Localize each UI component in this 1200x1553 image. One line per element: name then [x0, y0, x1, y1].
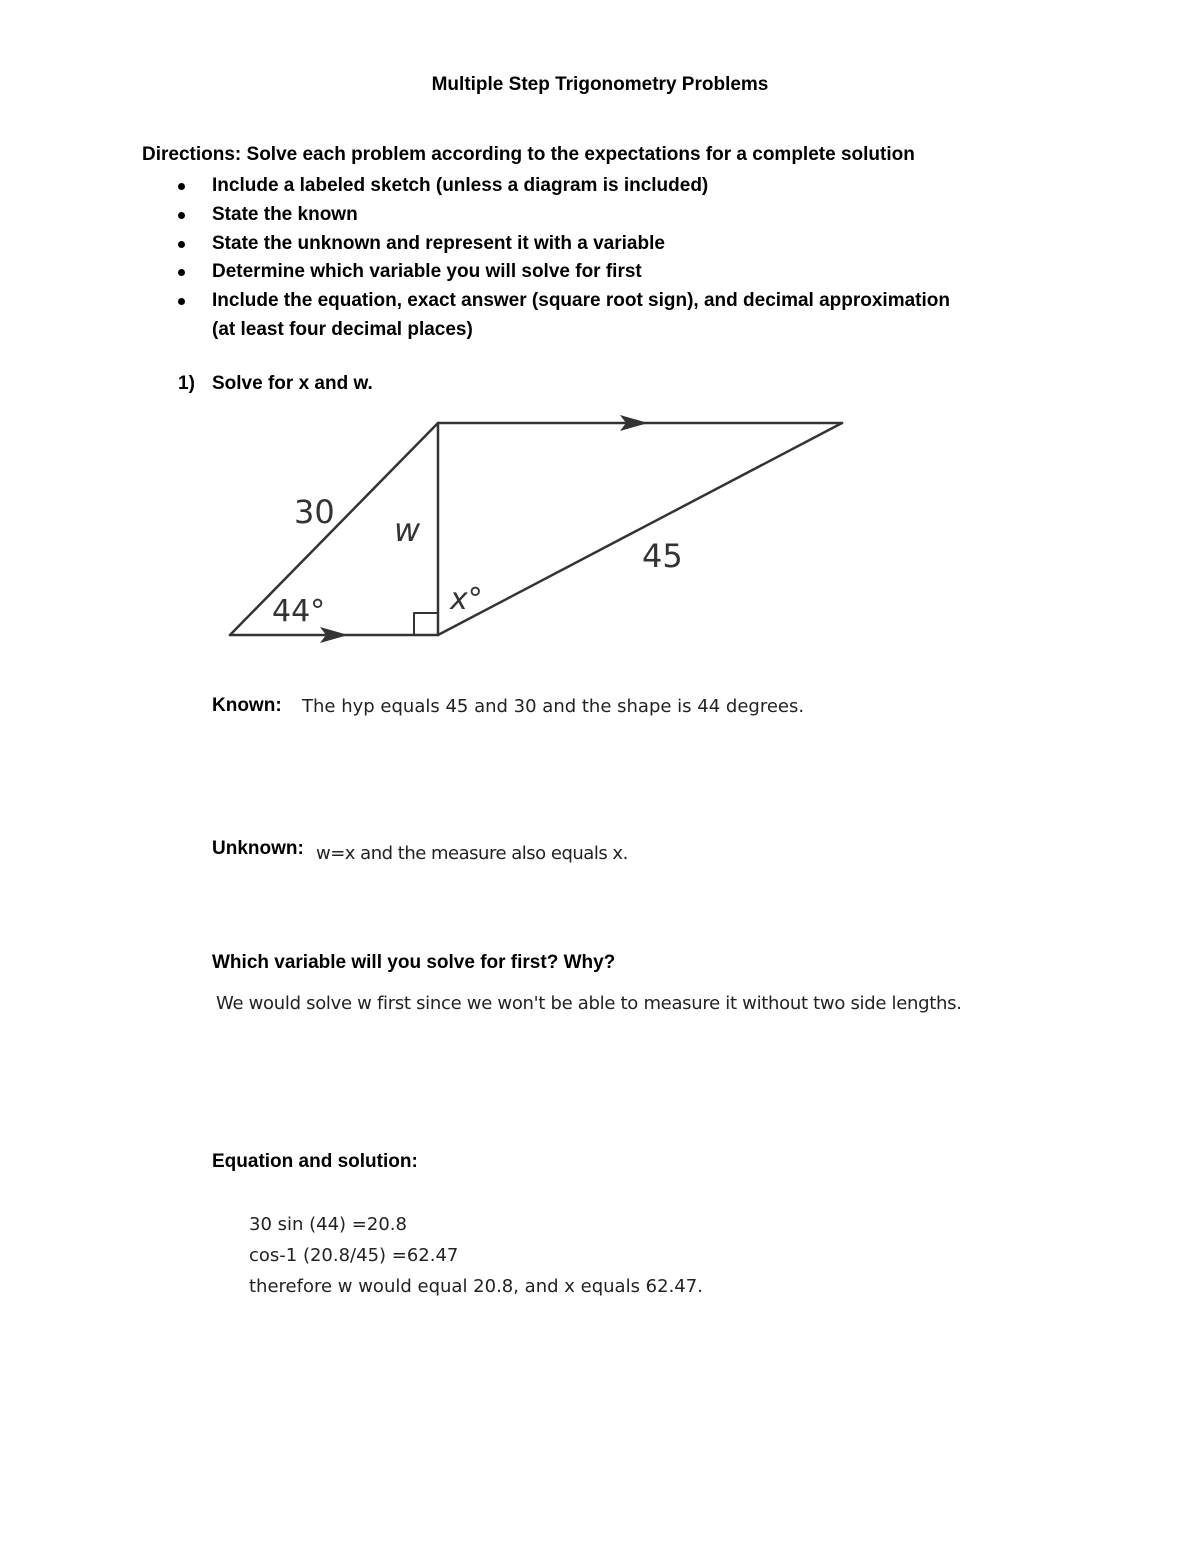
known-answer: The hyp equals 45 and 30 and the shape is 44 degrees. — [302, 696, 805, 717]
label-x-degrees: x° — [450, 582, 483, 617]
label-44-degrees: 44° — [272, 594, 326, 629]
bullet-icon — [178, 212, 185, 219]
problem-number: 1) — [178, 373, 195, 394]
which-variable-label: Which variable will you solve for first? Why? — [212, 952, 616, 973]
list-item: Include the equation, exact answer (square root sign), and decimal approximation — [142, 287, 950, 316]
bullet-icon — [178, 298, 185, 305]
list-item: Include a labeled sketch (unless a diagram is included) — [142, 172, 950, 201]
right-angle-icon — [414, 613, 438, 635]
unknown-answer: w=x and the measure also equals x. — [316, 843, 628, 864]
solution-line: 30 sin (44) =20.8 — [249, 1214, 407, 1235]
equation-label: Equation and solution: — [212, 1151, 418, 1172]
parallelogram-diagram — [220, 405, 860, 645]
list-item: Determine which variable you will solve for first — [142, 258, 950, 287]
bullet-icon — [178, 241, 185, 248]
bullet-icon — [178, 269, 185, 276]
label-45: 45 — [642, 537, 683, 575]
list-item: State the known — [142, 201, 950, 230]
problem-prompt: Solve for x and w. — [212, 373, 373, 394]
directions-text: Directions: Solve each problem according to the expectations for a complete solution — [142, 144, 915, 165]
diagonal-edge — [438, 423, 842, 635]
solution-line: cos-1 (20.8/45) =62.47 — [249, 1245, 459, 1266]
solution-block — [249, 1209, 703, 1302]
directions-list — [142, 172, 950, 345]
label-30: 30 — [294, 493, 335, 531]
unknown-label: Unknown: — [212, 838, 304, 859]
list-item-continuation: (at least four decimal places) — [212, 318, 473, 340]
known-label: Known: — [212, 695, 282, 716]
list-item: State the unknown and represent it with a variable — [142, 230, 950, 259]
bullet-icon — [178, 183, 185, 190]
which-variable-answer: We would solve w first since we won't be able to measure it without two side lengths. — [216, 993, 962, 1014]
solution-line: therefore w would equal 20.8, and x equals 62.47. — [249, 1276, 703, 1297]
page-title: Multiple Step Trigonometry Problems — [431, 74, 769, 95]
label-w: w — [394, 511, 421, 549]
